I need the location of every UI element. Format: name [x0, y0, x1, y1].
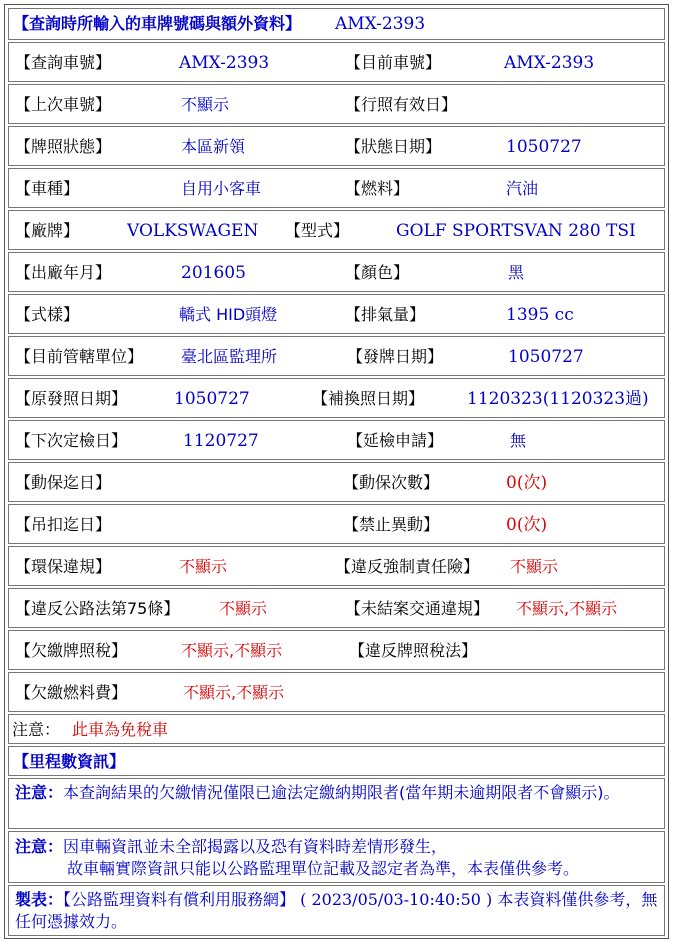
- value-chattel-mortgage-count: 0(次): [506, 473, 548, 493]
- label-unpaid-fuel-fee: 【欠繳燃料費】: [15, 683, 128, 702]
- value-model: GOLF SPORTSVAN 280 TSI: [396, 221, 636, 241]
- label-chattel-mortgage-end: 【動保迄日】: [15, 473, 112, 492]
- value-previous-plate: 不顯示: [181, 95, 230, 114]
- label-previous-plate: 【上次車號】: [15, 95, 112, 114]
- label-insurance-violation: 【違反強制責任險】: [335, 557, 480, 576]
- mileage-label: 【里程數資訊】: [13, 752, 126, 771]
- value-insurance-violation: 不顯示: [510, 557, 559, 576]
- value-displacement: 1395 cc: [506, 305, 574, 325]
- table-row: [8, 294, 665, 334]
- label-status-date: 【狀態日期】: [345, 137, 442, 156]
- value-jurisdiction: 臺北區監理所: [181, 347, 278, 366]
- value-next-inspection: 1120727: [183, 431, 259, 451]
- label-displacement: 【排氣量】: [345, 305, 426, 324]
- tax-exempt-notice: [8, 714, 665, 744]
- table-row: [8, 252, 665, 292]
- value-environmental-violation: 不顯示: [179, 557, 228, 576]
- label-issue-date: 【發牌日期】: [347, 347, 444, 366]
- table-row: [8, 126, 665, 166]
- table-row: [8, 588, 665, 628]
- label-open-traffic-violations: 【未結案交通違規】: [345, 599, 490, 618]
- header-label: 【查詢時所輸入的車牌號碼與額外資料】: [13, 14, 302, 33]
- table-row: [8, 630, 665, 670]
- table-row: [8, 420, 665, 460]
- label-highway-law-violation: 【違反公路法第75條】: [15, 599, 180, 618]
- label-chattel-mortgage-count: 【動保次數】: [343, 473, 440, 492]
- label-vehicle-type: 【車種】: [15, 179, 80, 198]
- label-fuel: 【燃料】: [345, 179, 410, 198]
- notice-label: 注意：: [12, 720, 61, 739]
- vehicle-info-table: [4, 4, 669, 939]
- label-jurisdiction: 【目前管轄單位】: [15, 347, 144, 366]
- value-original-license-date: 1050727: [174, 389, 250, 409]
- label-color: 【顏色】: [345, 263, 410, 282]
- value-issue-date: 1050727: [508, 347, 584, 367]
- value-highway-law-violation: 不顯示: [219, 599, 268, 618]
- value-current-plate: AMX-2393: [504, 53, 595, 73]
- value-status-date: 1050727: [506, 137, 582, 157]
- value-transfer-ban: 0(次): [506, 515, 548, 535]
- value-unpaid-license-tax: 不顯示,不顯示: [181, 641, 283, 660]
- label-suspension-end: 【吊扣迄日】: [15, 515, 112, 534]
- label-license-tax-violation: 【違反牌照稅法】: [349, 641, 478, 660]
- table-row: [8, 336, 665, 376]
- note-disclaimer: [8, 831, 665, 883]
- value-manufacture-date: 201605: [181, 263, 246, 283]
- table-row: [8, 84, 665, 124]
- label-original-license-date: 【原發照日期】: [15, 389, 128, 408]
- label-query-plate: 【查詢車號】: [15, 53, 112, 72]
- value-color: 黑: [508, 263, 525, 282]
- label-unpaid-license-tax: 【欠繳牌照稅】: [15, 641, 128, 660]
- header-plate: AMX-2393: [335, 14, 426, 34]
- value-brand: VOLKSWAGEN: [127, 221, 259, 241]
- label-model: 【型式】: [285, 221, 350, 240]
- table-row: [8, 168, 665, 208]
- value-query-plate: AMX-2393: [179, 53, 270, 73]
- table-row: [8, 378, 665, 418]
- note-overdue: [8, 778, 665, 829]
- table-row: [8, 210, 665, 250]
- label-environmental-violation: 【環保違規】: [15, 557, 112, 576]
- mileage-section: [8, 746, 665, 776]
- label-brand: 【廠牌】: [15, 221, 80, 240]
- note-disclaimer-label: 注意：: [15, 837, 64, 856]
- table-row: [8, 504, 665, 544]
- value-vehicle-type: 自用小客車: [181, 179, 262, 198]
- label-inspection-extension: 【延檢申請】: [347, 431, 444, 450]
- footer-timestamp: ( 2023/05/03-10:40:50 ): [300, 890, 493, 909]
- footer-source: [8, 885, 665, 936]
- value-inspection-extension: 無: [510, 431, 527, 450]
- value-plate-status: 本區新領: [181, 137, 246, 156]
- footer-label: 製表：: [15, 890, 64, 909]
- value-reissue-date: 1120323(1120323過): [467, 389, 649, 409]
- table-row: [8, 42, 665, 82]
- value-fuel: 汽油: [506, 179, 539, 198]
- label-next-inspection: 【下次定檢日】: [15, 431, 128, 450]
- notice-text: 此車為免稅車: [72, 720, 169, 739]
- value-open-traffic-violations: 不顯示,不顯示: [516, 599, 618, 618]
- note-disclaimer-line1: 因車輛資訊並未全部揭露以及恐有資料時差情形發生，: [63, 837, 448, 856]
- footer-source-name: 【公路監理資料有償利用服務網】: [63, 890, 296, 909]
- table-row: [8, 546, 665, 586]
- label-manufacture-date: 【出廠年月】: [15, 263, 112, 282]
- label-reissue-date: 【補換照日期】: [312, 389, 425, 408]
- label-transfer-ban: 【禁止異動】: [343, 515, 440, 534]
- footer-text: 本表資料僅供參考，無任何憑據效力。: [15, 890, 658, 931]
- label-license-expiry: 【行照有效日】: [345, 95, 458, 114]
- label-current-plate: 【目前車號】: [345, 53, 442, 72]
- label-body-style: 【式樣】: [15, 305, 80, 324]
- note-overdue-text: 本查詢結果的欠繳情況僅限已逾法定繳納期限者(當年期未逾期限者不會顯示)。: [63, 783, 620, 802]
- header-row: [8, 8, 665, 40]
- label-plate-status: 【牌照狀態】: [15, 137, 112, 156]
- note-overdue-label: 注意：: [15, 783, 64, 802]
- value-unpaid-fuel-fee: 不顯示,不顯示: [183, 683, 285, 702]
- table-row: [8, 672, 665, 712]
- value-body-style: 轎式 HID頭燈: [179, 305, 278, 324]
- note-disclaimer-line2: 故車輛實際資訊只能以公路監理單位記載及認定者為準，本表僅供參考。: [67, 859, 580, 878]
- table-row: [8, 462, 665, 502]
